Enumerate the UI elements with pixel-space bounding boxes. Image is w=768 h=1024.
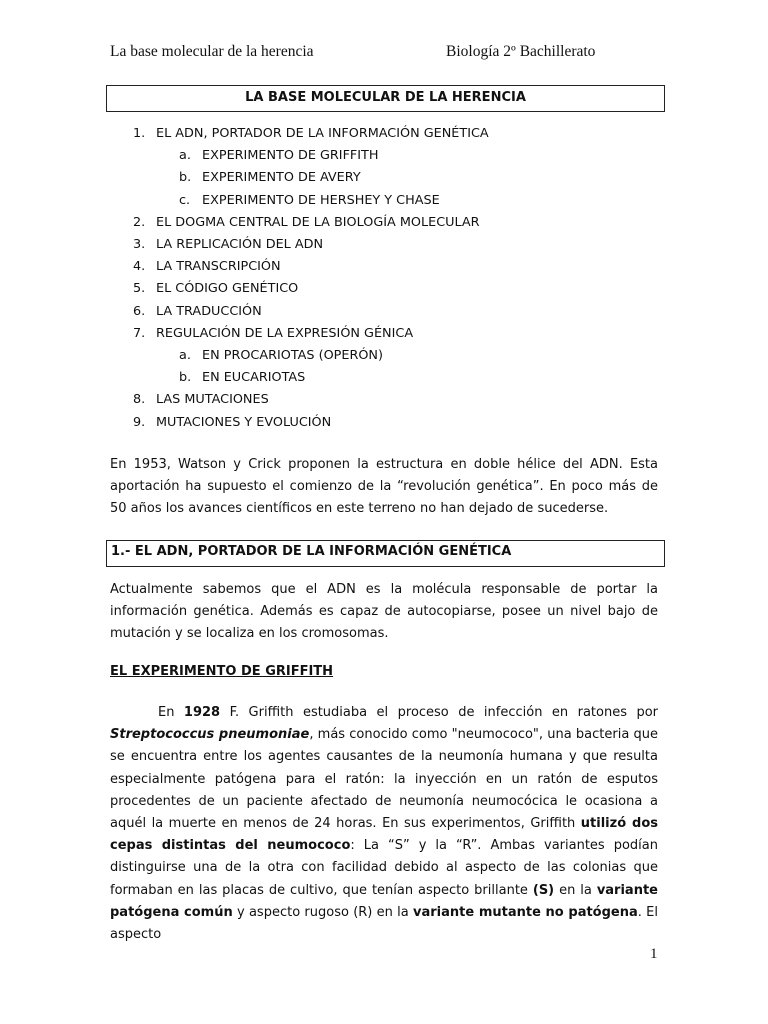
text-run: 1928 — [183, 705, 221, 720]
text-run: utilizó dos cepas distintas del neumococo — [110, 816, 659, 854]
toc-item-label: REGULACIÓN DE LA EXPRESIÓN GÉNICA — [156, 325, 414, 341]
toc-item-label: EL DOGMA CENTRAL DE LA BIOLOGÍA MOLECULAR — [156, 214, 480, 230]
toc-item-label: EL ADN, PORTADOR DE LA INFORMACIÓN GENÉTICA — [156, 126, 489, 141]
toc-item-number: c. — [179, 192, 191, 208]
toc-item-label: EN EUCARIOTAS — [202, 370, 306, 386]
toc-item-number: 7. — [133, 325, 146, 341]
toc-item-number: 6. — [133, 303, 146, 319]
toc-item-number: a. — [179, 348, 191, 363]
toc-item-label: EN PROCARIOTAS (OPERÓN) — [202, 348, 383, 363]
toc-item-label: MUTACIONES Y EVOLUCIÓN — [156, 414, 332, 430]
section-1-title: 1.- EL ADN, PORTADOR DE LA INFORMACIÓN GENÉTICA — [106, 540, 665, 567]
running-header-left: La base molecular de la herencia — [110, 43, 314, 60]
griffith-paragraph — [110, 702, 658, 946]
running-header-right: Biología 2º Bachillerato — [446, 43, 596, 60]
text-run: (S) — [532, 882, 555, 898]
toc-item-number: 8. — [133, 392, 146, 408]
text-run: en la — [554, 882, 597, 898]
toc-item-number: 1. — [133, 126, 146, 141]
toc-item-label: LA REPLICACIÓN DEL ADN — [156, 237, 324, 252]
toc-item-number: 4. — [133, 259, 146, 275]
toc-item-number: b. — [179, 170, 192, 186]
text-run: : La “S” y la “R”. Ambas variantes podían distinguirse una de la otra con facilidad debido al aspecto de las colonias que formaban en las placas de cultivo, que tenían aspecto brillante — [110, 838, 658, 898]
text-run: variante mutante no patógena — [412, 904, 638, 920]
toc-item-number: 3. — [133, 237, 146, 252]
toc-item-label: EXPERIMENTO DE HERSHEY Y CHASE — [202, 192, 440, 208]
text-run: variante patógena común — [110, 882, 658, 920]
toc-item-label: EXPERIMENTO DE AVERY — [202, 170, 361, 186]
text-run: Streptococcus pneumoniae — [110, 727, 310, 743]
toc-item-label: EXPERIMENTO DE GRIFFITH — [202, 148, 379, 164]
toc-item-label: LA TRADUCCIÓN — [156, 303, 262, 319]
toc-item-number: b. — [179, 370, 192, 386]
text-run: En — [158, 705, 184, 720]
toc-item-number: a. — [179, 148, 191, 164]
text-run: . El aspecto — [110, 904, 659, 943]
toc-item-number: 9. — [133, 414, 146, 430]
toc-item-label: LA TRANSCRIPCIÓN — [156, 259, 281, 275]
text-run: F. Griffith estudiaba el proceso de infección en ratones por — [220, 705, 658, 720]
toc-item-number: 5. — [133, 281, 146, 297]
griffith-heading: EL EXPERIMENTO DE GRIFFITH — [110, 664, 334, 679]
toc-item-label: EL CÓDIGO GENÉTICO — [156, 281, 299, 297]
section-1-paragraph: Actualmente sabemos que el ADN es la molécula responsable de portar la información genética. Además es capaz de autocopiarse, posee un nivel bajo de mutación y se localiza en los cromosomas. — [110, 582, 658, 642]
text-run: y aspecto rugoso (R) en la — [232, 904, 413, 920]
toc-item-label: LAS MUTACIONES — [156, 392, 269, 408]
document-title: LA BASE MOLECULAR DE LA HERENCIA — [106, 85, 665, 112]
page-number: 1 — [650, 946, 658, 962]
text-run: , más conocido como "neumococo", una bacteria que se encuentra entre los agentes causantes de la neumonía humana y que resulta especialmente patógena para el ratón: la inyección en un ratón de esputos procedentes de un paciente afectado de neumonía neumocócica le ocasiona a aquél la muerte en menos de 24 horas. En sus experimentos, Griffith — [110, 727, 658, 832]
intro-paragraph: En 1953, Watson y Crick proponen la estructura en doble hélice del ADN. Esta aportación ha supuesto el comienzo de la “revolución genética”. En poco más de 50 años los avances científicos en este terreno no han dejado de sucederse. — [110, 457, 658, 517]
toc-item-number: 2. — [133, 214, 146, 230]
